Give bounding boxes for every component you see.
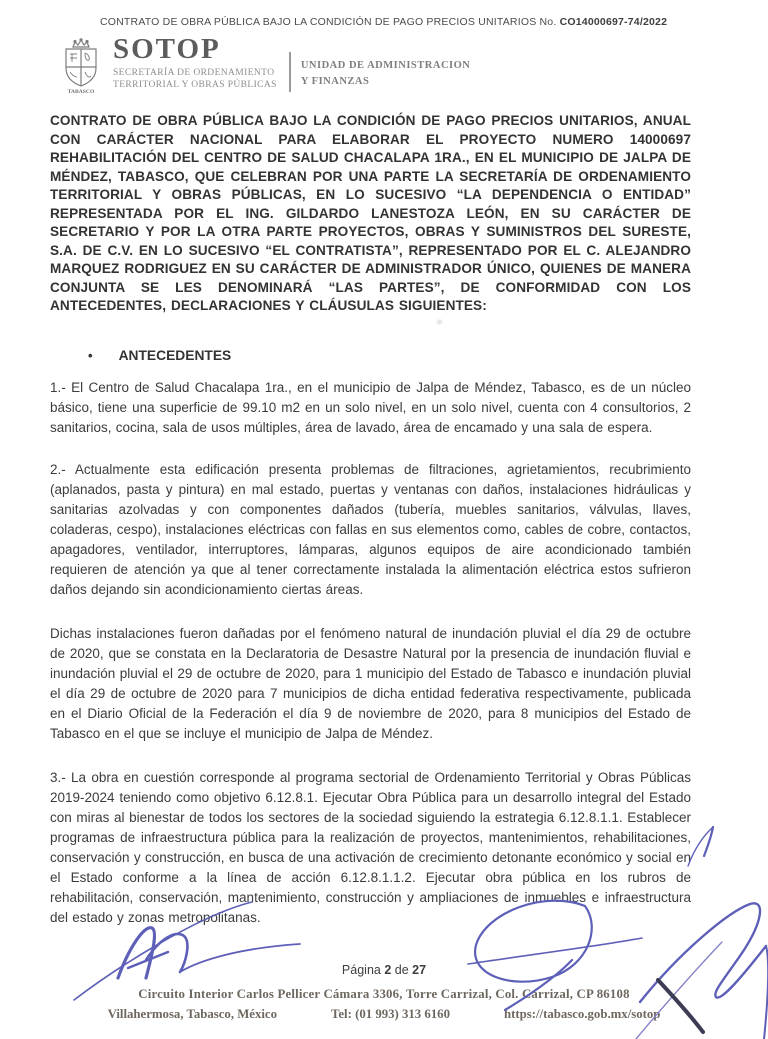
antecedentes-heading bbox=[88, 348, 691, 363]
paragraph-dichas: Dichas instalaciones fueron dañadas por el fenómeno natural de inundación pluvial el día 29 de octubre de 2020, que se constata en la Declaratoria de Desastre Natural por la presencia de inundación fluvial e inundación pluvial el 29 de octubre de 2020, para 1 municipio del Estado de Tabasco e inundación pluvial el día 29 de octubre de 2020 para 7 municipios de dicha entidad federativa respectivamente, publicada en el Diario Oficial de la Federación el día 9 de noviembre de 2020, para 8 municipios del Estado de Tabasco en el que se incluye el municipio de Jalpa de Méndez. bbox=[50, 625, 691, 741]
page-number-label: Página 2 de 27 bbox=[341, 963, 427, 977]
sotop-logo-block bbox=[58, 33, 471, 94]
page-total: 27 bbox=[412, 963, 427, 977]
crest-caption: TABASCO bbox=[67, 89, 95, 94]
footer-address bbox=[0, 988, 768, 1021]
tabasco-crest-icon bbox=[58, 38, 104, 94]
logo-unit-name: UNIDAD DE ADMINISTRACION Y FINANZAS bbox=[300, 60, 471, 87]
footer-phone: Tel: (01 993) 313 6160 bbox=[331, 1006, 450, 1021]
paragraph-1: 1.- El Centro de Salud Chacalapa 1ra., en el municipio de Jalpa de Méndez, Tabasco, es de un núcleo básico, tiene una superficie de 99.10 m2 en un solo nivel, en un solo nivel, cuenta con 4 consultorios, 2 sanitarios, cocina, sala de usos múltiples, área de lavado, área de encamado y una sala de espera. bbox=[50, 379, 691, 435]
footer-website: https://tabasco.gob.mx/sotop bbox=[503, 1006, 661, 1021]
antecedentes-heading-label: ANTECEDENTES bbox=[118, 347, 232, 363]
scan-smudge bbox=[437, 320, 442, 324]
signature-check-mark bbox=[688, 827, 713, 866]
page-current: 2 bbox=[384, 963, 392, 977]
bullet-icon: • bbox=[88, 347, 93, 363]
paragraph-3: 3.- La obra en cuestión corresponde al programa sectorial de Ordenamiento Territorial y Obras Públicas 2019-2024 teniendo como objetivo 6.12.8.1. Ejecutar Obra Pública para un desarrollo integral del Estado con miras al bienestar de todos los sectores de la sociedad siguiendo la estrategia 6.12.8.1.1. Establecer programas de infraestructura pública para la realización de proyectos, mantenimientos, rehabilitaciones, conservación y construcción, en busca de una activación de crecimiento detonante económico y social en el Estado conforme a la línea de acción 6.12.8.1.1.2. Ejecutar obra pública en los rubros de rehabilitación, conservación, mantenimiento, construcción y ampliaciones de inmuebles e infraestructura del estado y zonas metropolitanas. bbox=[50, 769, 691, 925]
footer-city: Villahermosa, Tabasco, México bbox=[107, 1006, 278, 1021]
logo-secretariat-name: SECRETARÍA DE ORDENAMIENTO TERRITORIAL Y OBRAS PÚBLICAS bbox=[113, 67, 277, 90]
logo-acronym: SOTOP bbox=[113, 33, 221, 65]
document-header-line bbox=[100, 16, 667, 28]
document-body bbox=[50, 112, 691, 950]
logo-divider bbox=[289, 52, 291, 92]
paragraph-2: 2.- Actualmente esta edificación presenta problemas de filtraciones, agrietamientos, recubrimiento (aplanados, pasta y pintura) en mal estado, puertas y ventanas con daños, instalaciones hidráulicas y sanitarias azolvadas y con componentes dañados (tubería, muebles sanitarios, válvulas, llaves, coladeras, cespo), instalaciones eléctricas con fallas en sus elementos como, cables de cobre, contactos, apagadores, ventilador, interruptores, lámparas, algunos equipos de aire acondicionado también requieren de atención ya que al tener correctamente instalada la alimentación eléctrica estos sufrieron daños dejando sin acondicionamiento ciertas áreas. bbox=[50, 461, 691, 597]
contract-intro-paragraph: CONTRATO DE OBRA PÚBLICA BAJO LA CONDICIÓN DE PAGO PRECIOS UNITARIOS, ANUAL CON CARÁCTER NACIONAL PARA ELABORAR EL PROYECTO NUMERO 14000697 REHABILITACIÓN DEL CENTRO DE SALUD CHACALAPA 1RA., EN EL MUNICIPIO DE JALPA DE MÉNDEZ, TABASCO, QUE CELEBRAN POR UNA PARTE LA SECRETARÍA DE ORDENAMIENTO TERRITORIAL Y OBRAS PÚBLICAS, EN LO SUCESIVO “LA DEPENDENCIA O ENTIDAD” REPRESENTADA POR EL ING. GILDARDO LANESTOZA LEÓN, EN SU CARÁCTER DE SECRETARIO Y POR LA OTRA PARTE PROYECTOS, OBRAS Y SUMINISTROS DEL SURESTE, S.A. DE C.V. EN LO SUCESIVO “EL CONTRATISTA”, REPRESENTADO POR EL C. ALEJANDRO MARQUEZ RODRIGUEZ EN SU CARÁCTER DE ADMINISTRADOR ÚNICO, QUIENES DE MANERA CONJUNTA SE LES DENOMINARÁ “LAS PARTES”, DE CONFORMIDAD CON LOS ANTECEDENTES, DECLARACIONES Y CLÁUSULAS SIGUIENTES: bbox=[50, 113, 691, 313]
contract-number: CO14000697-74/2022 bbox=[559, 16, 668, 28]
document-title-prefix: CONTRATO DE OBRA PÚBLICA BAJO LA CONDICIÓN DE PAGO PRECIOS UNITARIOS No. bbox=[100, 16, 560, 28]
footer-address-line1: Circuito Interior Carlos Pellicer Cámara 3306, Torre Carrizal, Col. Carrizal, CP 86108 bbox=[138, 987, 630, 1001]
